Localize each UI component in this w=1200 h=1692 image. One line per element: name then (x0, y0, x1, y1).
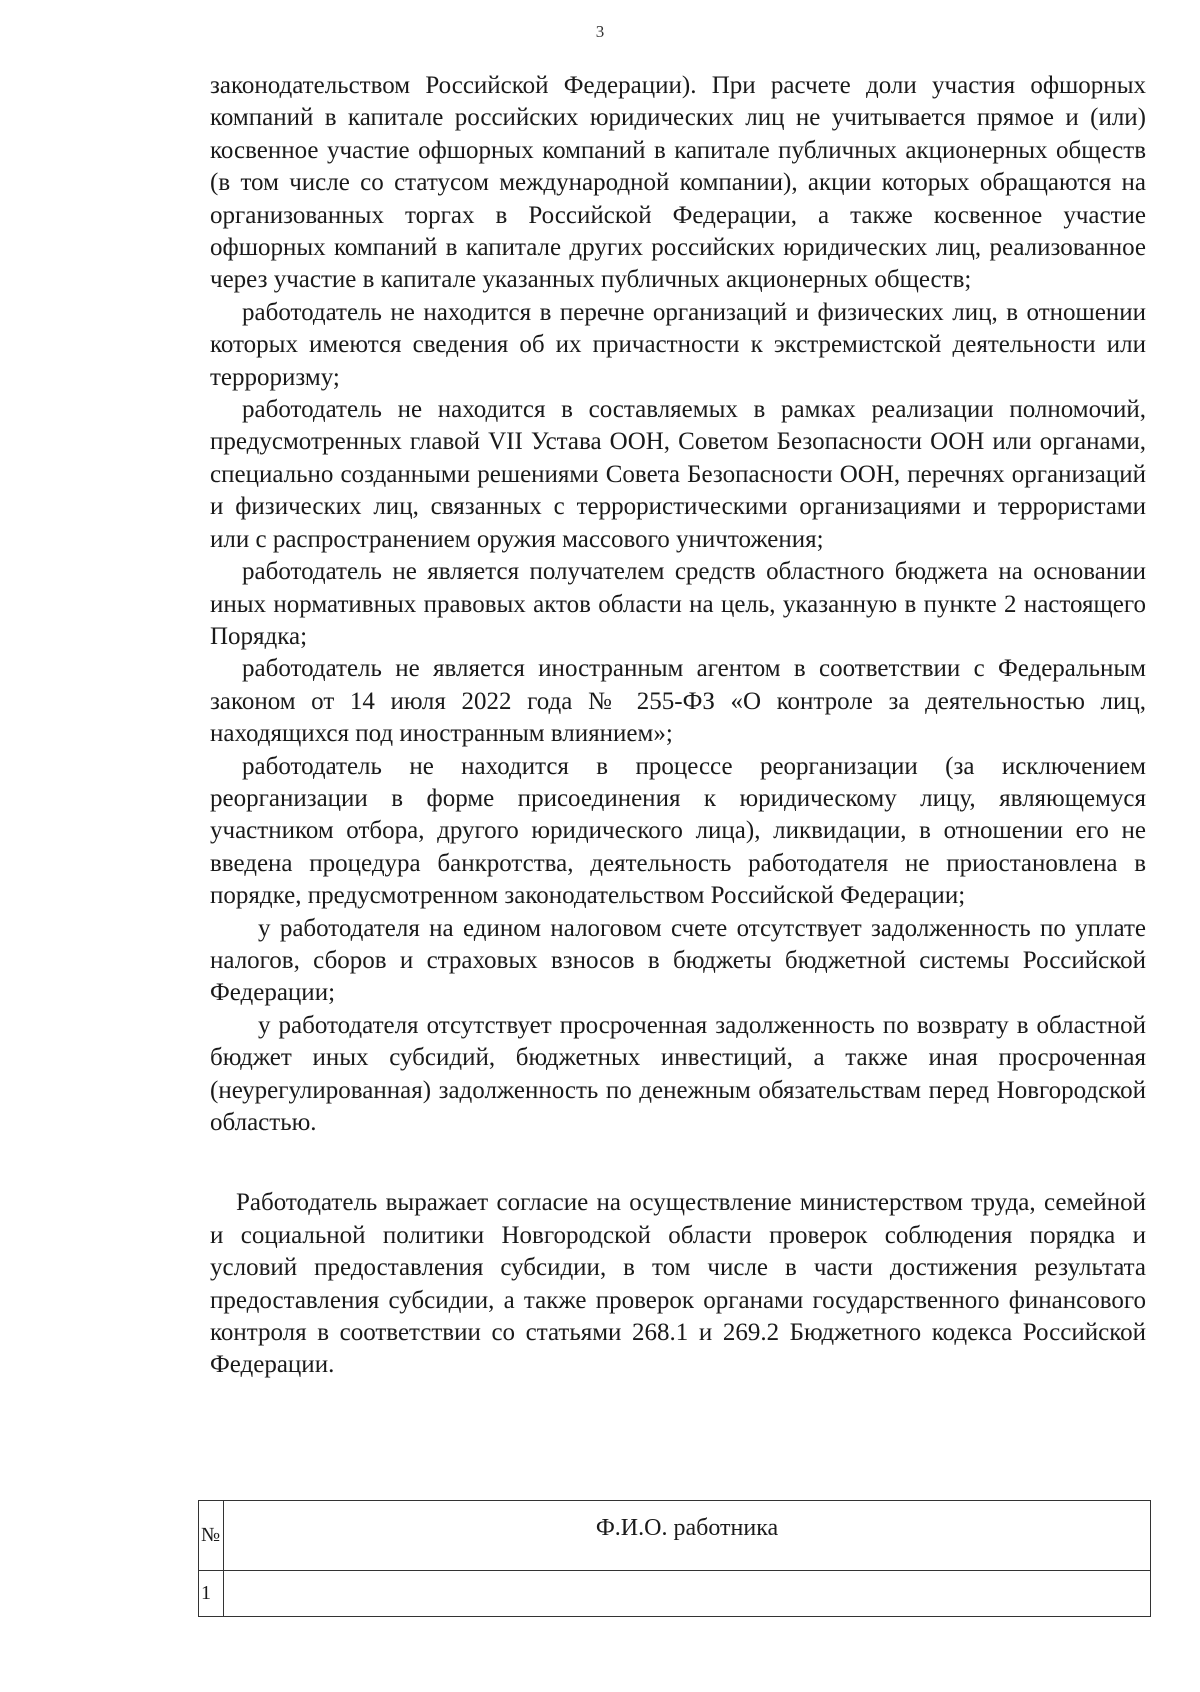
paragraph-un-sanctions-list: работодатель не находится в составляемых в рамках реализации полномочий, предусмотренных главой VII Устава ООН, Советом Безопасности ООН или органами, специально созданными решениями Совета Безопасности ООН, перечнях организаций и физических лиц, связанных с террористическими организациями и террористами или с распространением оружия массового уничтожения; (210, 396, 1146, 553)
paragraph-regional-budget: работодатель не является получателем средств областного бюджета на основании иных нормативных правовых актов области на цель, указанную в пункте 2 настоящего Порядка; (210, 558, 1146, 650)
column-header-employee-name: Ф.И.О. работника (224, 1501, 1151, 1571)
paragraph-tax-debt: у работодателя на едином налоговом счете отсутствует задолженность по уплате налогов, сборов и страховых взносов в бюджеты бюджетной системы Российской Федерации; (210, 914, 1146, 1007)
column-header-number: № (199, 1501, 224, 1571)
employee-table (198, 1500, 1151, 1617)
table-header-row (199, 1501, 1151, 1571)
paragraph-extremism-list: работодатель не находится в перечне организаций и физических лиц, в отношении которых имеются сведения об их причастности к экстремистской деятельности или терроризму; (210, 298, 1146, 391)
paragraph-consent-to-inspections: Работодатель выражает согласие на осуществление министерством труда, семейной и социальной политики Новгородской области проверок соблюдения порядка и условий предоставления субсидии, в том числе в части достижения результата предоставления субсидии, а также проверок органами государственного финансового контроля в соответствии со статьями 268.1 и 269.2 Бюджетного кодекса Российской Федерации. (210, 1189, 1146, 1379)
row-number-cell: 1 (199, 1571, 224, 1617)
page-number: 3 (595, 22, 605, 41)
table-row (199, 1571, 1151, 1617)
paragraph-offshore-participation: законодательством Российской Федерации). При расчете доли участия офшорных компаний в капитале российских юридических лиц не учитывается прямое и (или) косвенное участие офшорных компаний в капитале публичных акционерных обществ (в том числе со статусом международной компании), акции которых обращаются на организованных торгах в Российской Федерации, а также косвенное участие офшорных компаний в капитале других российских юридических лиц, реализованное через участие в капитале указанных публичных акционерных обществ; (210, 72, 1146, 294)
document-body (210, 70, 1146, 1382)
paragraph-foreign-agent: работодатель не является иностранным агентом в соответствии с Федеральным законом от 14 июля 2022 года № 255-ФЗ «О контроле за деятельностью лиц, находящихся под иностранным влиянием»; (210, 655, 1146, 748)
paragraph-overdue-debt: у работодателя отсутствует просроченная задолженность по возврату в областной бюджет иных субсидий, бюджетных инвестиций, а также иная просроченная (неурегулированная) задолженность по денежным обязательствам перед Новгородской областью. (210, 1011, 1146, 1136)
employee-name-cell (224, 1571, 1151, 1617)
paragraph-reorganization: работодатель не находится в процессе реорганизации (за исключением реорганизации в форме присоединения к юридическому лицу, являющемуся участником отбора, другого юридического лица), ликвидации, в отношении его не введена процедура банкротства, деятельность работодателя не приостановлена в порядке, предусмотренном законодательством Российской Федерации; (210, 752, 1146, 910)
